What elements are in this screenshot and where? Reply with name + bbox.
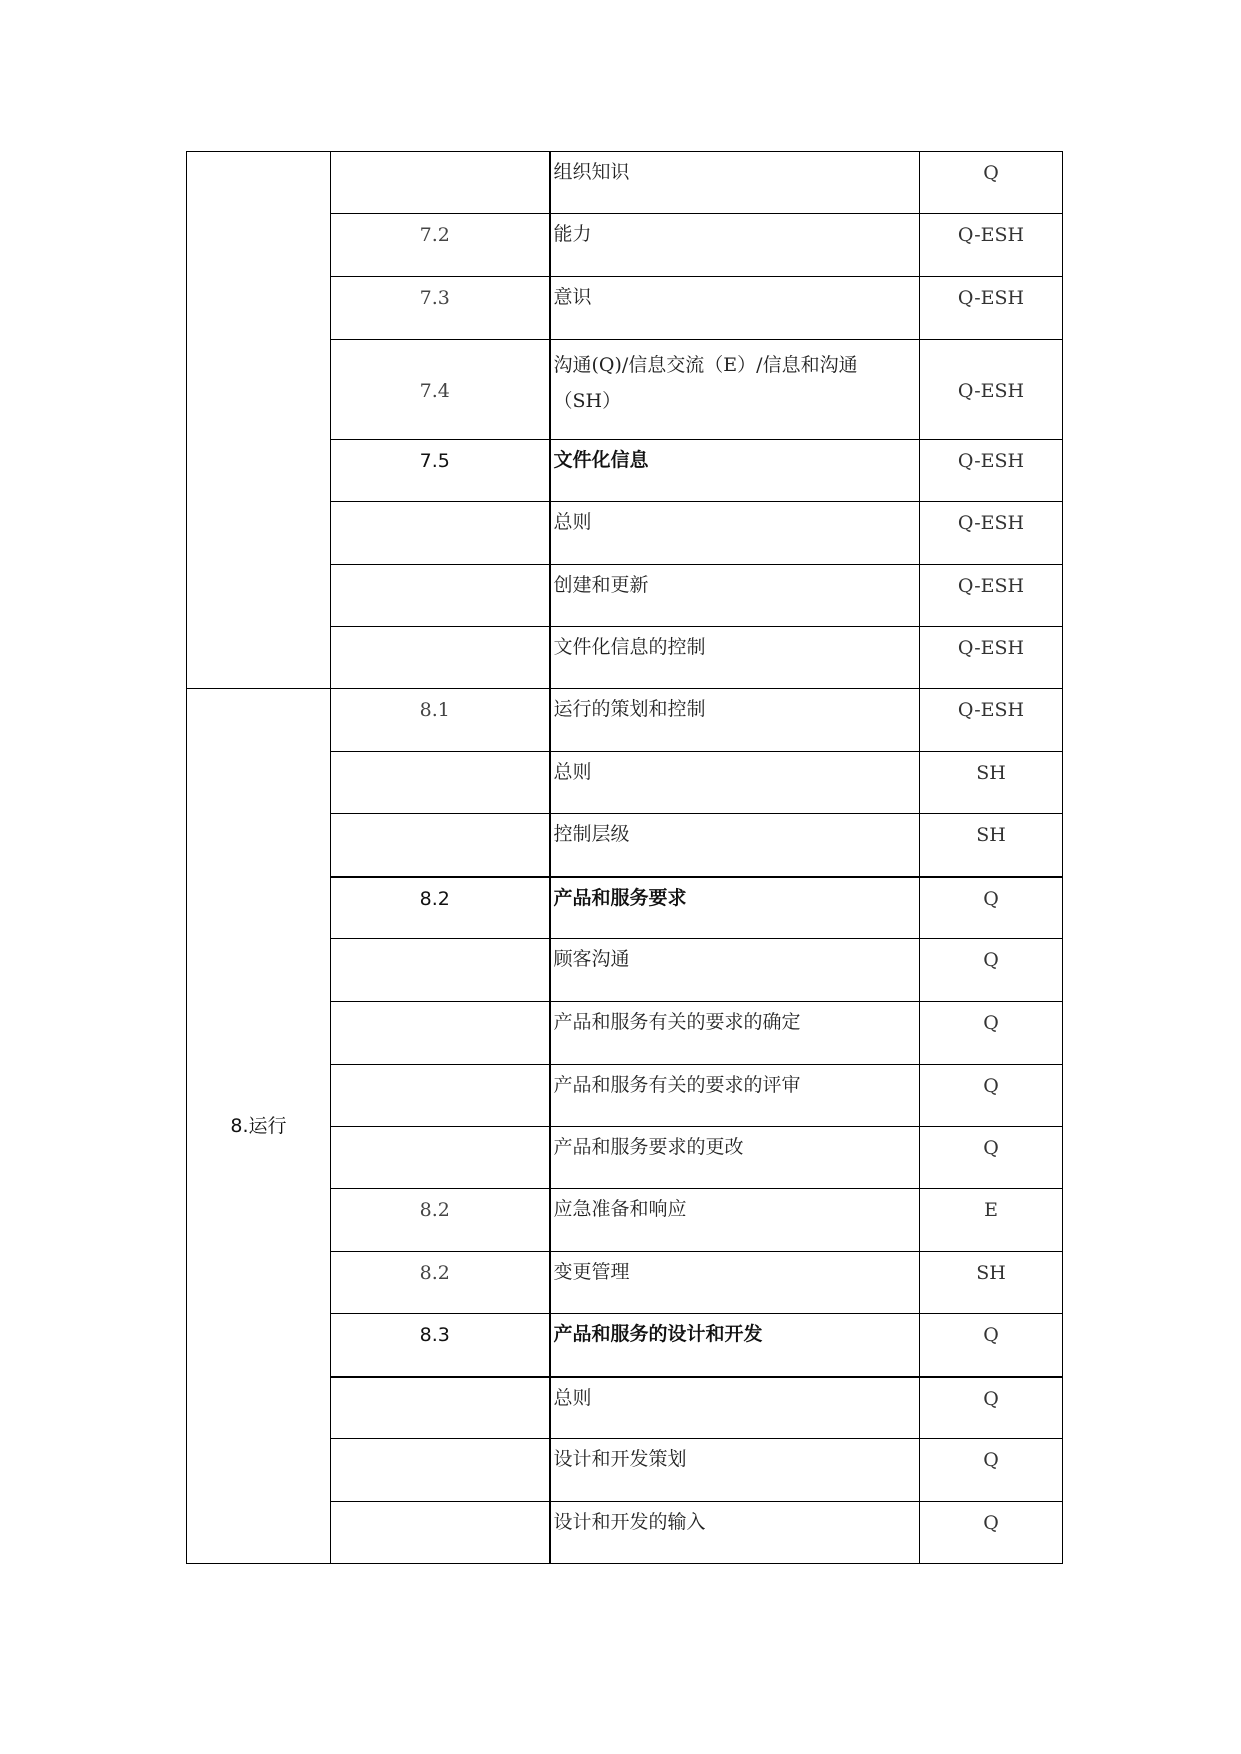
clause-table: [186, 151, 1063, 1564]
clause-title-line: 沟通(Q)/信息交流（E）/信息和沟通: [553, 354, 858, 376]
clause-number: 7.2: [331, 214, 550, 277]
clause-title: [550, 340, 920, 440]
clause-title: 设计和开发策划: [550, 1439, 920, 1502]
clause-title-line: （SH）: [553, 390, 622, 412]
clause-number: [331, 1065, 550, 1127]
clause-title: 总则: [550, 1377, 920, 1439]
clause-title: 总则: [550, 502, 920, 565]
standard-code: Q-ESH: [920, 277, 1063, 340]
standard-code: Q-ESH: [920, 440, 1063, 502]
clause-title: 产品和服务的设计和开发: [550, 1314, 920, 1377]
clause-number: 8.3: [331, 1314, 550, 1377]
clause-number: 7.5: [331, 440, 550, 502]
clause-title: 组织知识: [550, 152, 920, 214]
clause-number: [331, 1439, 550, 1502]
standard-code: Q-ESH: [920, 627, 1063, 689]
clause-number: [331, 752, 550, 814]
standard-code: Q: [920, 1127, 1063, 1189]
clause-title: 控制层级: [550, 814, 920, 877]
clause-title: 总则: [550, 752, 920, 814]
clause-title: 应急准备和响应: [550, 1189, 920, 1252]
clause-title: 产品和服务有关的要求的确定: [550, 1002, 920, 1065]
standard-code: SH: [920, 752, 1063, 814]
standard-code: Q: [920, 1502, 1063, 1564]
clause-number: [331, 1502, 550, 1564]
table-row: [187, 152, 1063, 214]
clause-title: 产品和服务要求: [550, 877, 920, 939]
clause-number: [331, 1377, 550, 1439]
clause-title: 运行的策划和控制: [550, 689, 920, 752]
standard-code: E: [920, 1189, 1063, 1252]
clause-number: [331, 152, 550, 214]
clause-title: 变更管理: [550, 1252, 920, 1314]
clause-title: 意识: [550, 277, 920, 340]
chapter-cell-7: [187, 152, 331, 689]
clause-number: 8.2: [331, 1252, 550, 1314]
clause-number: 7.4: [331, 340, 550, 440]
table-row: [187, 689, 1063, 752]
clause-number: [331, 1127, 550, 1189]
clause-number: [331, 627, 550, 689]
clause-number: [331, 814, 550, 877]
standard-code: Q: [920, 1065, 1063, 1127]
chapter-cell-8: 8.运行: [187, 689, 331, 1564]
standard-code: Q: [920, 939, 1063, 1002]
clause-title: 产品和服务有关的要求的评审: [550, 1065, 920, 1127]
standard-code: Q: [920, 1377, 1063, 1439]
standard-code: Q-ESH: [920, 565, 1063, 627]
standard-code: Q: [920, 152, 1063, 214]
standard-code: Q-ESH: [920, 214, 1063, 277]
clause-number: [331, 502, 550, 565]
clause-title: 顾客沟通: [550, 939, 920, 1002]
clause-number: 8.1: [331, 689, 550, 752]
clause-number: [331, 565, 550, 627]
standard-code: Q: [920, 877, 1063, 939]
clause-number: [331, 1002, 550, 1065]
standard-code: SH: [920, 814, 1063, 877]
standard-code: Q: [920, 1002, 1063, 1065]
clause-number: [331, 939, 550, 1002]
standard-code: Q: [920, 1314, 1063, 1377]
clause-title: 创建和更新: [550, 565, 920, 627]
standard-code: Q-ESH: [920, 502, 1063, 565]
clause-title: 文件化信息: [550, 440, 920, 502]
clause-title: 能力: [550, 214, 920, 277]
standard-code: Q-ESH: [920, 689, 1063, 752]
standard-code: Q-ESH: [920, 340, 1063, 440]
clause-title: 设计和开发的输入: [550, 1502, 920, 1564]
clause-number: 7.3: [331, 277, 550, 340]
standard-code: SH: [920, 1252, 1063, 1314]
clause-title: 产品和服务要求的更改: [550, 1127, 920, 1189]
clause-title: 文件化信息的控制: [550, 627, 920, 689]
clause-number: 8.2: [331, 1189, 550, 1252]
clause-number: 8.2: [331, 877, 550, 939]
standard-code: Q: [920, 1439, 1063, 1502]
